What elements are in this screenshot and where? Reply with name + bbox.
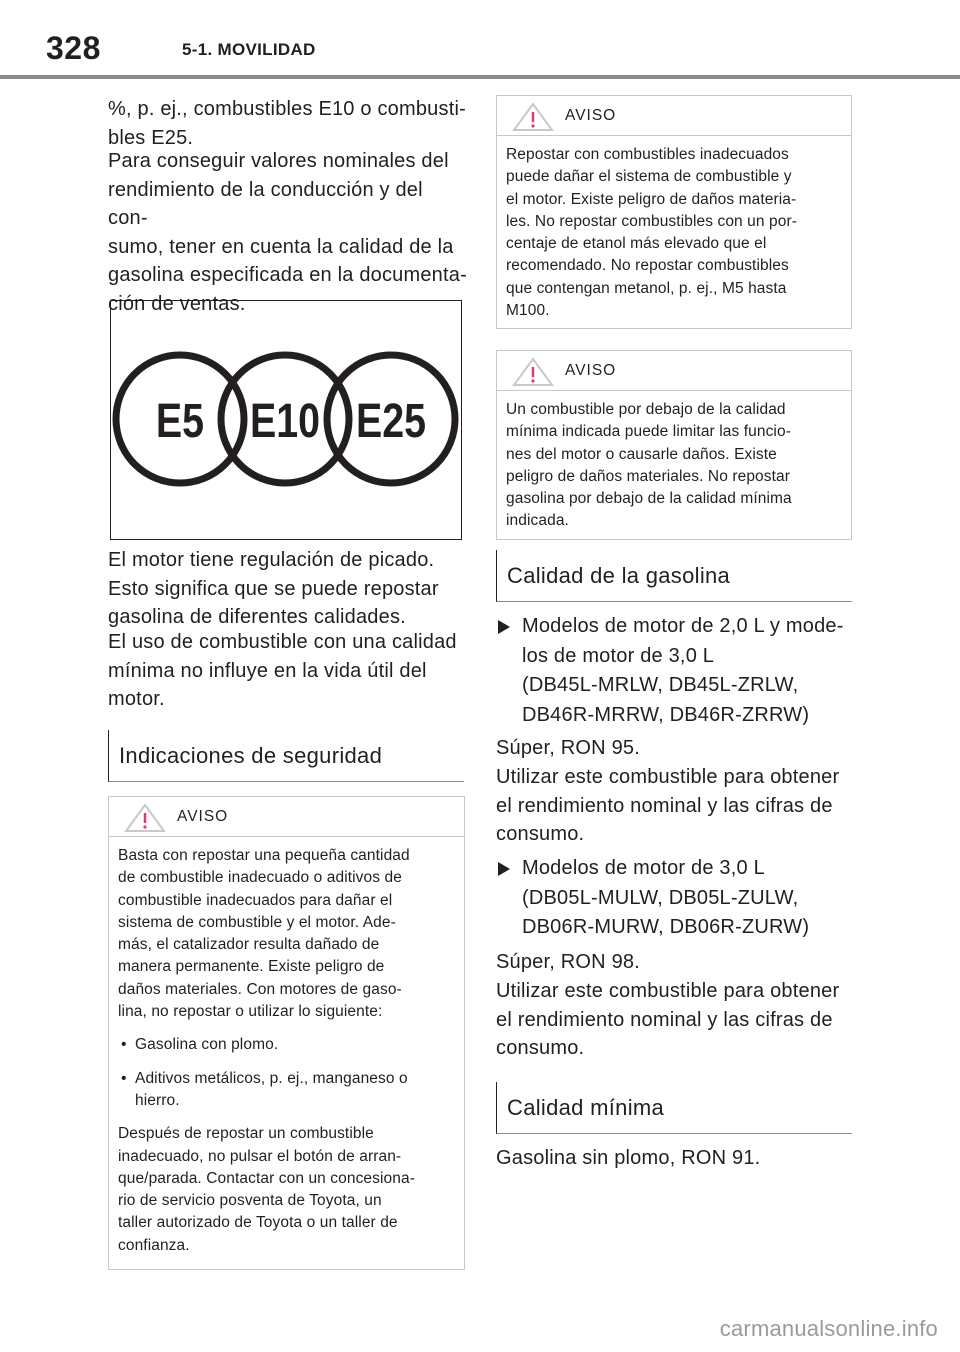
text-line: gasolina especificada en la documenta-	[108, 264, 467, 286]
text-line: nes del motor o causarle daños. Existe	[506, 445, 777, 463]
text-line: confianza.	[118, 1236, 190, 1254]
text-line: gasolina de diferentes calidades.	[108, 606, 406, 628]
text-line: daños materiales. Con motores de gaso-	[118, 980, 402, 998]
text-line: bles E25.	[108, 126, 194, 149]
text-line: rio de servicio posventa de Toyota, un	[118, 1192, 382, 1210]
e25-label: E25	[355, 394, 427, 448]
notice-header	[497, 96, 851, 136]
notice-box-right-1	[496, 95, 852, 329]
notice-label: AVISO	[177, 808, 229, 825]
bullet-arrow-icon	[498, 620, 510, 634]
text-line: • Aditivos metálicos, p. ej., manganeso o	[135, 1069, 408, 1087]
heading-text: Calidad de la gasolina	[507, 563, 731, 588]
text-line: les. No repostar combustibles con un por-	[506, 212, 797, 230]
fuel-labels-figure	[110, 300, 462, 540]
e10-label: E10	[249, 394, 321, 448]
header-rule	[0, 75, 960, 79]
bullet-arrow-icon	[498, 862, 510, 876]
notice-paragraph	[118, 1123, 454, 1257]
text-line: mínima no influye en la vida útil del	[108, 659, 427, 682]
text-line: lina, no repostar o utilizar lo siguiente:	[118, 1003, 383, 1021]
text-line: Modelos de motor de 2,0 L y mode-	[522, 615, 844, 637]
text-line: sumo, tener en cuenta la calidad de la	[108, 235, 454, 258]
text-line: Repostar con combustibles inadecuados	[506, 146, 789, 163]
text-line: rendimiento de la conducción y del con-	[108, 178, 423, 229]
notice-label: AVISO	[565, 362, 617, 379]
heading-text: Indicaciones de seguridad	[119, 743, 383, 768]
text-line: consumo.	[496, 1037, 585, 1059]
notice-body	[497, 136, 851, 322]
warning-triangle-icon	[511, 102, 555, 132]
list-item	[118, 1034, 454, 1056]
notice-body	[109, 837, 464, 1257]
fuel-grade-1: Súper, RON 95.	[496, 737, 640, 759]
fuel-description-1	[496, 763, 856, 849]
text-line: (DB45L-MRLW, DB45L-ZRLW,	[522, 674, 799, 696]
text-line: ción de ventas.	[108, 292, 246, 315]
text-line: de combustible inadecuado o aditivos de	[118, 869, 402, 887]
minimum-quality-text: Gasolina sin plomo, RON 91.	[496, 1147, 761, 1169]
fuel-grade-2: Súper, RON 98.	[496, 951, 640, 973]
text-line: mínima indicada puede limitar las funcio-	[506, 423, 791, 441]
text-line: sistema de combustible y el motor. Ade-	[118, 913, 396, 931]
text-line: más, el catalizador resulta dañado de	[118, 936, 380, 954]
text-line: Basta con repostar una pequeña cantidad	[118, 847, 410, 864]
notice-label: AVISO	[565, 107, 617, 124]
notice-header	[497, 351, 851, 391]
list-item	[118, 1068, 454, 1113]
safety-heading	[108, 730, 464, 782]
text-line: indicada.	[506, 512, 569, 530]
text-line: M100.	[506, 302, 550, 320]
warning-triangle-icon	[511, 357, 555, 387]
engine-models-item-2	[496, 854, 856, 943]
text-line: consumo.	[496, 823, 585, 845]
text-line: peligro de daños materiales. No repostar	[506, 467, 791, 485]
text-line: Después de repostar un combustible	[118, 1125, 374, 1143]
engine-models-item-1	[496, 612, 856, 730]
text-line: hierro.	[135, 1091, 180, 1109]
nominal-values-paragraph	[108, 147, 468, 318]
section-title: 5-1. MOVILIDAD	[182, 40, 316, 59]
text-line: Utilizar este combustible para obtener	[496, 766, 840, 788]
text-line: el rendimiento nominal y las cifras de	[496, 794, 833, 817]
page-number: 328	[46, 30, 101, 66]
text-line: combustible inadecuados para dañar el	[118, 891, 393, 909]
text-line: El uso de combustible con una calidad	[108, 631, 457, 653]
text-line: puede dañar el sistema de combustible y	[506, 168, 792, 186]
intro-paragraph	[108, 95, 468, 152]
text-line: Para conseguir valores nominales del	[108, 150, 449, 172]
heading-text: Calidad mínima	[507, 1095, 665, 1120]
text-line: manera permanente. Existe peligro de	[118, 958, 385, 976]
notice-body	[497, 391, 851, 533]
text-line: DB06R-MURW, DB06R-ZURW)	[522, 916, 810, 938]
text-line: DB46R-MRRW, DB46R-ZRRW)	[522, 703, 810, 726]
text-line: El motor tiene regulación de picado.	[108, 549, 435, 571]
text-line: el motor. Existe peligro de daños materia-	[506, 190, 797, 208]
text-line: Un combustible por debajo de la calidad	[506, 401, 786, 418]
fuel-description-2	[496, 977, 856, 1063]
text-line: que/parada. Contactar con un concesiona-	[118, 1169, 415, 1187]
text-line: los de motor de 3,0 L	[522, 644, 715, 667]
fuel-quality-heading	[496, 550, 852, 602]
text-line: gasolina por debajo de la calidad mínima	[506, 490, 792, 508]
text-line: motor.	[108, 688, 165, 710]
text-line: Utilizar este combustible para obtener	[496, 980, 840, 1002]
notice-bullet-list	[118, 1034, 454, 1112]
minimum-quality-heading	[496, 1082, 852, 1134]
text-line: Gasolina con plomo.	[135, 1036, 279, 1054]
text-line: Esto significa que se puede repostar	[108, 577, 439, 600]
text-line: %, p. ej., combustibles E10 o combusti-	[108, 98, 466, 120]
text-line: el rendimiento nominal y las cifras de	[496, 1008, 833, 1031]
text-line: inadecuado, no pulsar el botón de arran-	[118, 1147, 402, 1165]
page-header	[0, 0, 960, 80]
minimum-quality-paragraph	[108, 628, 468, 714]
notice-header	[109, 797, 464, 837]
warning-triangle-icon	[123, 803, 167, 833]
e5-label: E5	[155, 394, 205, 448]
notice-box-left	[108, 796, 465, 1270]
text-line: que contengan metanol, p. ej., M5 hasta	[506, 279, 787, 297]
knock-control-paragraph	[108, 546, 468, 632]
text-line: taller autorizado de Toyota o un taller de	[118, 1214, 398, 1232]
text-line: (DB05L-MULW, DB05L-ZULW,	[522, 886, 799, 909]
text-line: centaje de etanol más elevado que el	[506, 235, 767, 253]
notice-paragraph	[118, 845, 454, 1023]
watermark: carmanualsonline.info	[719, 1316, 938, 1341]
text-line: Modelos de motor de 3,0 L	[522, 857, 765, 879]
notice-box-right-2	[496, 350, 852, 540]
text-line: recomendado. No repostar combustibles	[506, 257, 789, 275]
